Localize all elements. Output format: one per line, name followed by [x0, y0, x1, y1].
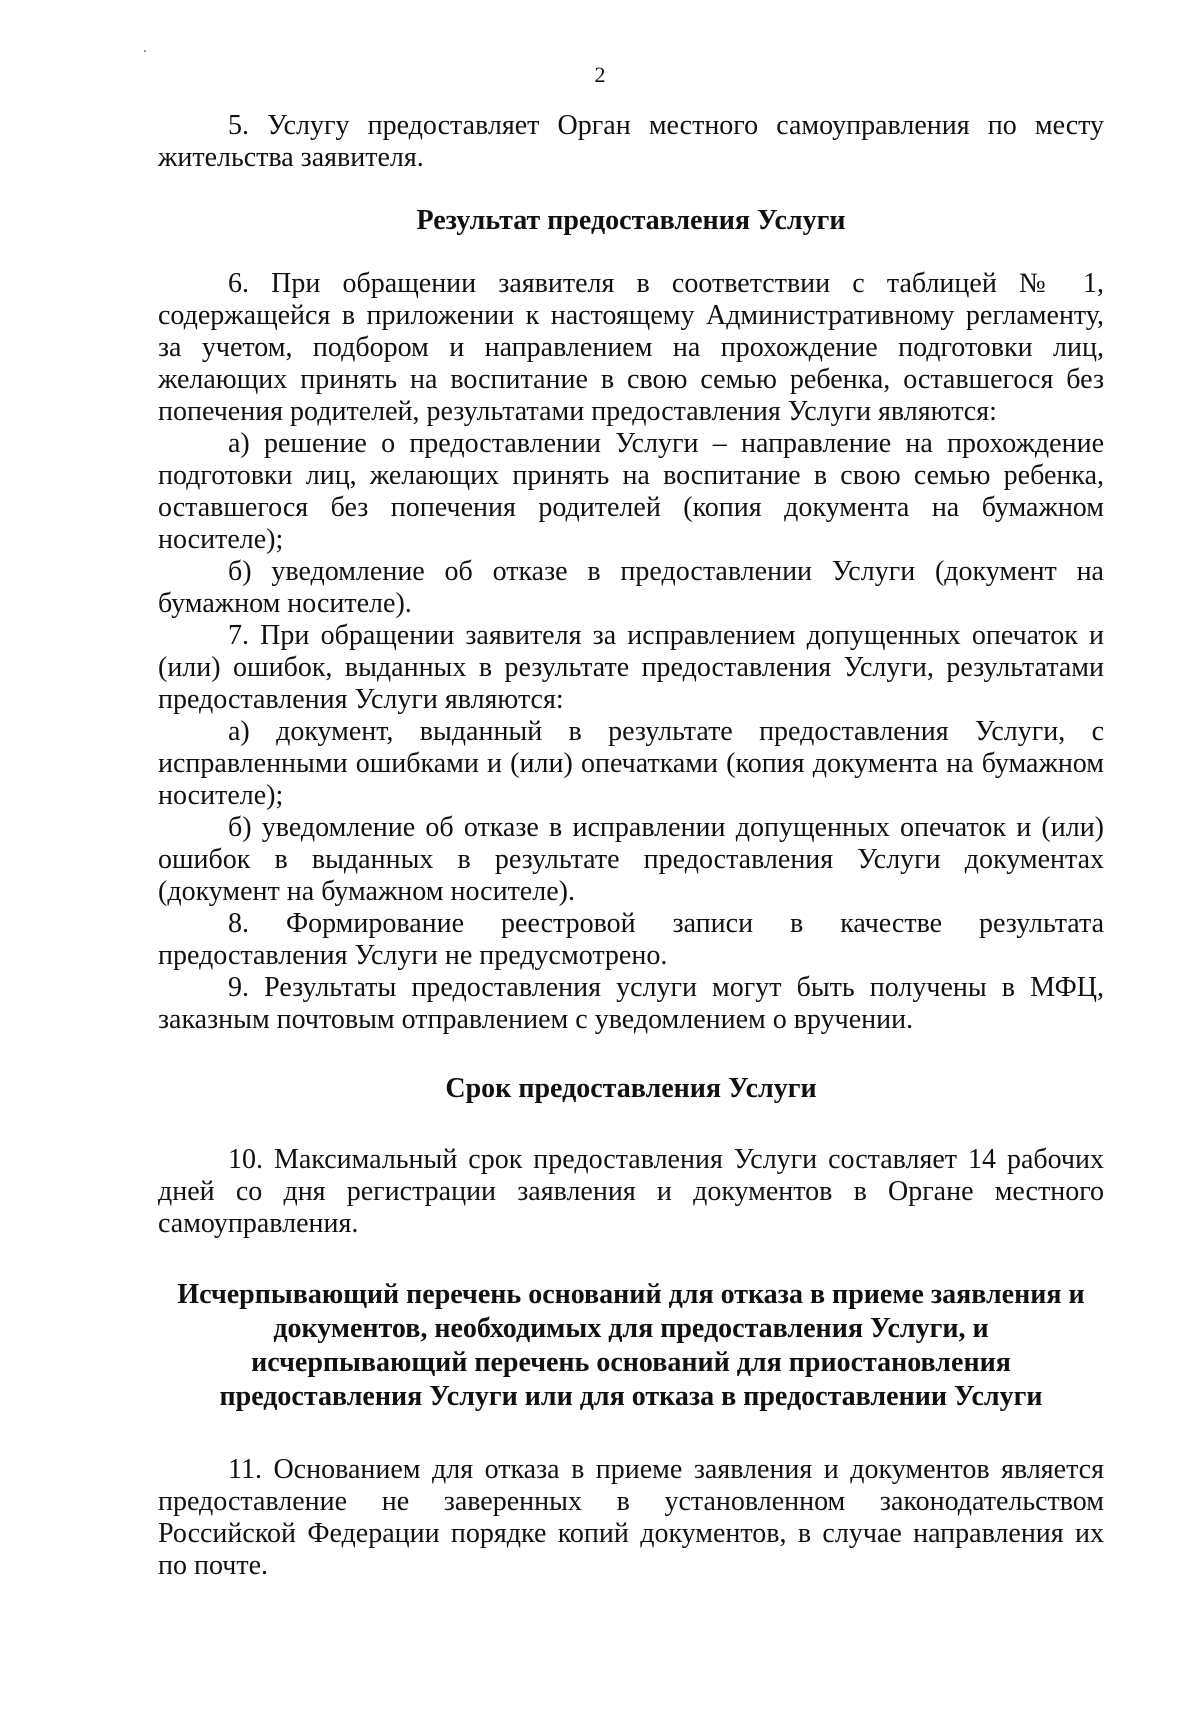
- paragraph-7: 7. При обращении заявителя за исправлением допущенных опечаток и (или) ошибок, выданных в результате предоставления Услуги, результатами предоставления Услуги являются:: [158, 620, 1104, 715]
- paragraph-6a: а) решение о предоставлении Услуги – направление на прохождение подготовки лиц, желающих принять на воспитание в свою семью ребенка, оставшегося без попечения родителей (копия документа на бумажном носителе);: [158, 428, 1104, 555]
- heading-result: Результат предоставления Услуги: [416, 205, 846, 236]
- heading-refusal: [158, 1278, 1104, 1414]
- heading-refusal-line-4: предоставления Услуги или для отказа в предоставлении Услуги: [219, 1381, 1043, 1412]
- paragraph-7a: а) документ, выданный в результате предоставления Услуги, с исправленными ошибками и (или) опечатками (копия документа на бумажном носителе);: [158, 716, 1104, 811]
- scan-artifact: [144, 50, 146, 52]
- paragraph-11: 11. Основанием для отказа в приеме заявления и документов является предоставление не заверенных в установленном законодательством Российской Федерации порядке копий документов, в случае направления их по почте.: [158, 1454, 1104, 1581]
- heading-refusal-line-2: документов, необходимых для предоставления Услуги, и: [273, 1313, 989, 1344]
- page-number: 2: [594, 62, 606, 87]
- heading-term: Срок предоставления Услуги: [445, 1073, 817, 1104]
- heading-refusal-line-3: исчерпывающий перечень оснований для приостановления: [251, 1347, 1011, 1378]
- paragraph-5: 5. Услугу предоставляет Орган местного самоуправления по месту жительства заявителя.: [158, 110, 1104, 173]
- paragraph-7b: б) уведомление об отказе в исправлении допущенных опечаток и (или) ошибок в выданных в результате предоставления Услуги документах (документ на бумажном носителе).: [158, 812, 1104, 907]
- paragraph-8: 8. Формирование реестровой записи в качестве результата предоставления Услуги не предусмотрено.: [158, 908, 1104, 971]
- document-body: [158, 110, 1104, 1582]
- paragraph-6b: б) уведомление об отказе в предоставлении Услуги (документ на бумажном носителе).: [158, 556, 1104, 619]
- paragraph-10: 10. Максимальный срок предоставления Услуги составляет 14 рабочих дней со дня регистрации заявления и документов в Органе местного самоуправления.: [158, 1144, 1104, 1239]
- paragraph-6: 6. При обращении заявителя в соответствии с таблицей № 1, содержащейся в приложении к настоящему Административному регламенту, за учетом, подбором и направлением на прохождение подготовки лиц, желающих принять на воспитание в свою семью ребенка, оставшегося без попечения родителей, результатами предоставления Услуги являются:: [158, 268, 1104, 427]
- paragraph-9: 9. Результаты предоставления услуги могут быть получены в МФЦ, заказным почтовым отправлением с уведомлением о вручении.: [158, 972, 1104, 1035]
- heading-refusal-line-1: Исчерпывающий перечень оснований для отказа в приеме заявления и: [177, 1279, 1085, 1310]
